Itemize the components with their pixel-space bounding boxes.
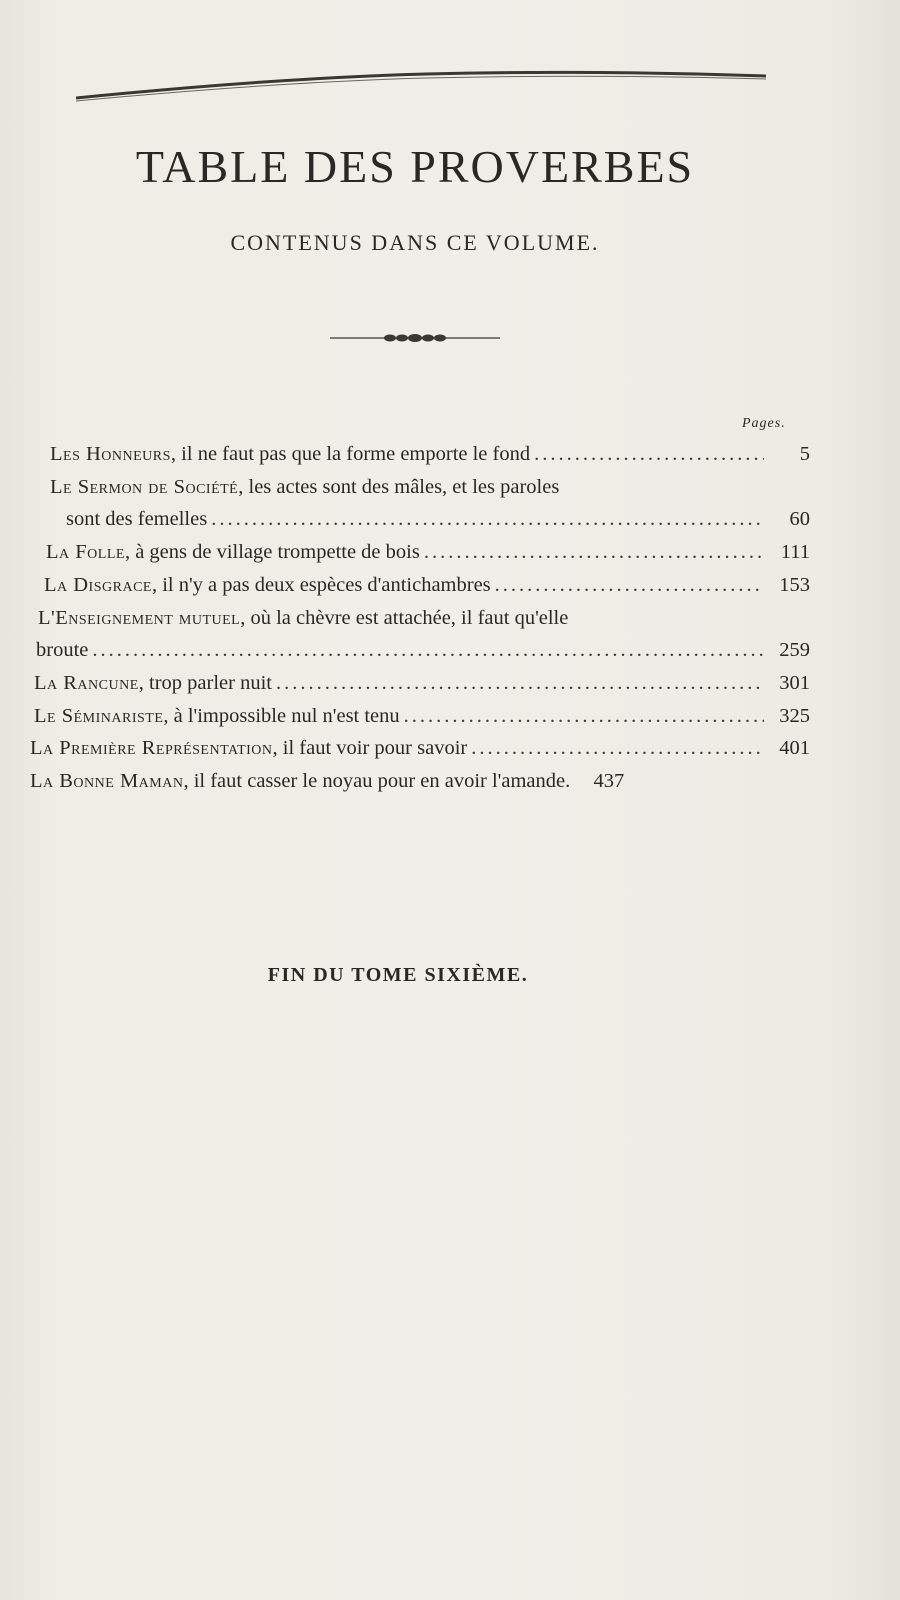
- toc-entry-title: La Disgrace: [44, 573, 152, 596]
- toc-entry-title: La Rancune: [34, 671, 139, 694]
- toc-entry-title: Les Honneurs: [50, 443, 171, 465]
- toc-entry-continuation: sont des femelles: [66, 508, 208, 531]
- top-rule: [76, 68, 776, 108]
- toc-entry-text: [46, 536, 420, 569]
- toc-entry-page: 437: [593, 770, 625, 793]
- leader-dots: [534, 438, 764, 471]
- toc-entry-page: 153: [779, 573, 810, 596]
- toc-entry-proverb: , où la chèvre est attachée, il faut qu'elle: [240, 606, 569, 629]
- toc-entry-proverb: , à gens de village trompette de bois: [124, 541, 420, 564]
- toc-entry-page: 301: [779, 671, 810, 694]
- toc-entry-text: [44, 569, 491, 602]
- toc-entry-page: 111: [780, 541, 810, 564]
- toc-entry-page: 60: [789, 508, 810, 531]
- toc-entry-proverb: , les actes sont des mâles, et les paroles: [238, 475, 560, 498]
- end-of-volume-text: FIN DU TOME SIXIÈME.: [267, 964, 529, 986]
- leader-dots: [211, 503, 764, 536]
- toc-entry-les-honneurs: [30, 438, 810, 471]
- toc-entry-page: 5: [799, 443, 810, 465]
- toc-entry-la-folle: [30, 536, 810, 569]
- toc-entry-enseignement: [30, 602, 810, 635]
- toc-entry-premiere-representation: [30, 732, 810, 765]
- toc-entry-proverb: , trop parler nuit: [138, 671, 272, 694]
- toc-entry-page: 259: [779, 639, 810, 662]
- toc-entry-le-sermon: [30, 471, 810, 504]
- toc-entry-text: [34, 667, 272, 700]
- toc-entry-enseignement-continued: [30, 634, 810, 667]
- page-title: TABLE DES PROVERBES: [135, 141, 695, 192]
- toc-entry-la-disgrace: [30, 569, 810, 602]
- toc-entry-title: La Bonne Maman: [30, 770, 184, 793]
- toc-entry-proverb: , il n'y a pas deux espèces d'antichambres: [151, 573, 491, 596]
- toc-entry-text: [30, 732, 467, 765]
- toc-entry-la-rancune: [30, 667, 810, 700]
- leader-dots: [471, 732, 764, 765]
- toc-entry-page: 401: [779, 737, 810, 760]
- toc-entry-le-sermon-continued: [30, 503, 810, 536]
- toc-entry-text: [30, 765, 570, 798]
- toc-entry-title: Le Sermon de Société: [50, 475, 239, 498]
- leader-dots: [404, 700, 764, 733]
- toc-entry-title: La Folle: [46, 541, 125, 564]
- leader-dots: [276, 667, 764, 700]
- toc-entry-proverb: , il ne faut pas que la forme emporte le fond: [170, 443, 531, 465]
- toc-entry-proverb: , il faut voir pour savoir: [272, 737, 468, 760]
- toc-entry-continuation: broute: [36, 639, 89, 662]
- toc-entry-text: [34, 700, 400, 733]
- toc-entry-title: La Première Représentation: [30, 737, 273, 760]
- ornament-divider: [330, 328, 500, 348]
- toc-entry-title: Le Séminariste: [34, 704, 164, 727]
- toc-entry-proverb: , à l'impossible nul n'est tenu: [163, 704, 400, 727]
- pages-column-label: Pages.: [742, 416, 786, 431]
- table-of-contents: [30, 438, 810, 798]
- toc-entry-proverb: , il faut casser le noyau pour en avoir l'amande.: [183, 770, 571, 793]
- toc-entry-page: 325: [779, 704, 810, 727]
- leader-dots: [92, 634, 764, 667]
- toc-entry-text: [38, 602, 568, 635]
- toc-entry-text: [50, 438, 530, 471]
- toc-entry-le-seminariste: [30, 700, 810, 733]
- toc-entry-la-bonne-maman: [30, 765, 810, 798]
- leader-dots: [495, 569, 764, 602]
- page-subtitle: CONTENUS DANS CE VOLUME.: [230, 230, 600, 255]
- toc-entry-title: L'Enseignement mutuel: [38, 606, 241, 629]
- leader-dots: [424, 536, 764, 569]
- toc-entry-text: [50, 471, 559, 504]
